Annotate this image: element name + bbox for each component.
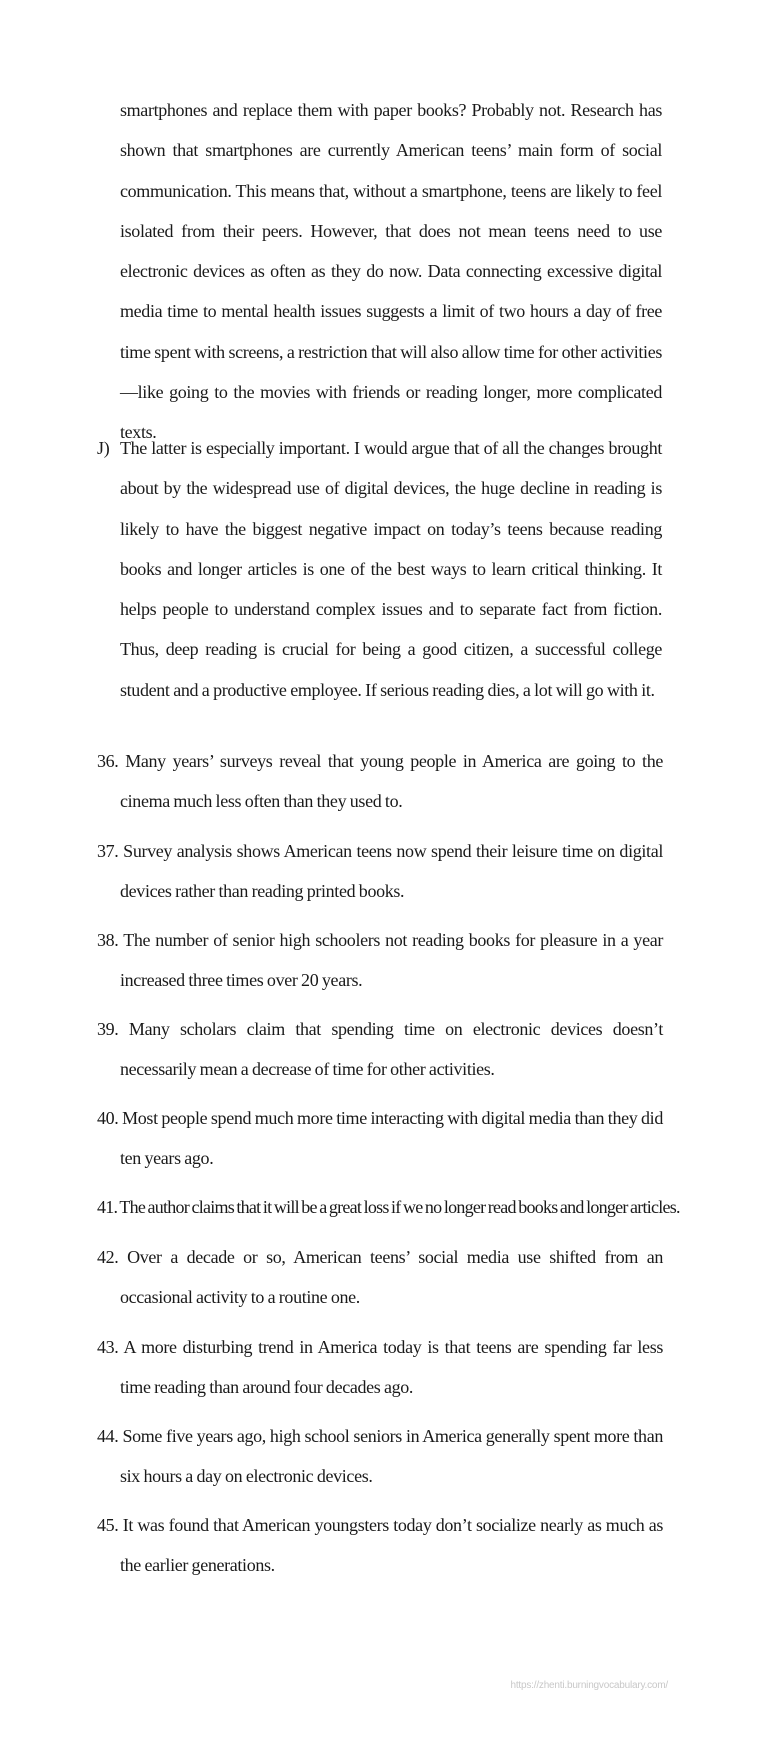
- question-number: 37.: [97, 841, 119, 861]
- question-number: 41.: [97, 1197, 118, 1217]
- question-number: 38.: [97, 930, 119, 950]
- question-number: 40.: [97, 1108, 119, 1128]
- question-text: Many scholars claim that spending time on electronic devices doesn’t necessarily mean a decrease of time for other activities.: [120, 1019, 663, 1079]
- question-item-38: [97, 920, 663, 1000]
- question-number: 43.: [97, 1337, 119, 1357]
- question-number: 44.: [97, 1426, 119, 1446]
- paragraph-marker-j: J): [97, 438, 110, 458]
- question-text: A more disturbing trend in America today is that teens are spending far less time reading than around four decades ago.: [120, 1337, 664, 1397]
- footer-source-url[interactable]: https://zhenti.burningvocabulary.com/: [510, 1680, 668, 1691]
- question-text: Many years’ surveys reveal that young people in America are going to the cinema much less often than they used to.: [120, 751, 663, 811]
- question-text: It was found that American youngsters today don’t socialize nearly as much as the earlier generations.: [120, 1515, 663, 1575]
- passage-paragraph-j: The latter is especially important. I would argue that of all the changes brought about by the widespread use of digital devices, the huge decline in reading is likely to have the biggest negative impact on today’s teens because reading books and longer articles is one of the best ways to learn critical thinking. It helps people to understand complex issues and to separate fact from fiction. Thus, deep reading is crucial for being a good citizen, a successful college student and a productive employee. If serious reading dies, a lot will go with it.: [120, 438, 662, 700]
- question-item-45: [97, 1505, 663, 1585]
- question-text: Survey analysis shows American teens now spend their leisure time on digital devices rather than reading printed books.: [120, 841, 663, 901]
- question-number: 36.: [97, 751, 119, 771]
- question-item-37: [97, 831, 663, 911]
- question-text: Most people spend much more time interacting with digital media than they did ten years ago.: [120, 1108, 663, 1168]
- question-text: The number of senior high schoolers not reading books for pleasure in a year increased three times over 20 years.: [120, 930, 664, 990]
- question-item-36: [97, 741, 663, 821]
- question-item-43: [97, 1327, 663, 1407]
- question-number: 45.: [97, 1515, 119, 1535]
- question-item-40: [97, 1098, 663, 1178]
- question-text: Over a decade or so, American teens’ social media use shifted from an occasional activity to a routine one.: [120, 1247, 663, 1307]
- question-item-41: [97, 1187, 680, 1227]
- question-text: The author claims that it will be a great loss if we no longer read books and longer articles.: [119, 1197, 680, 1217]
- question-number: 42.: [97, 1247, 119, 1267]
- question-item-39: [97, 1009, 663, 1089]
- passage-paragraph-continuation: smartphones and replace them with paper books? Probably not. Research has shown that smartphones are currently American teens’ main form of social communication. This means that, without a smartphone, teens are likely to feel isolated from their peers. However, that does not mean teens need to use electronic devices as often as they do now. Data connecting excessive digital media time to mental health issues suggests a limit of two hours a day of free time spent with screens, a restriction that will also allow time for other activities—like going to the movies with friends or reading longer, more complicated texts.: [120, 100, 662, 443]
- question-item-44: [97, 1416, 663, 1496]
- question-text: Some five years ago, high school seniors in America generally spent more than six hours a day on electronic devices.: [120, 1426, 663, 1486]
- question-item-42: [97, 1237, 663, 1317]
- question-number: 39.: [97, 1019, 119, 1039]
